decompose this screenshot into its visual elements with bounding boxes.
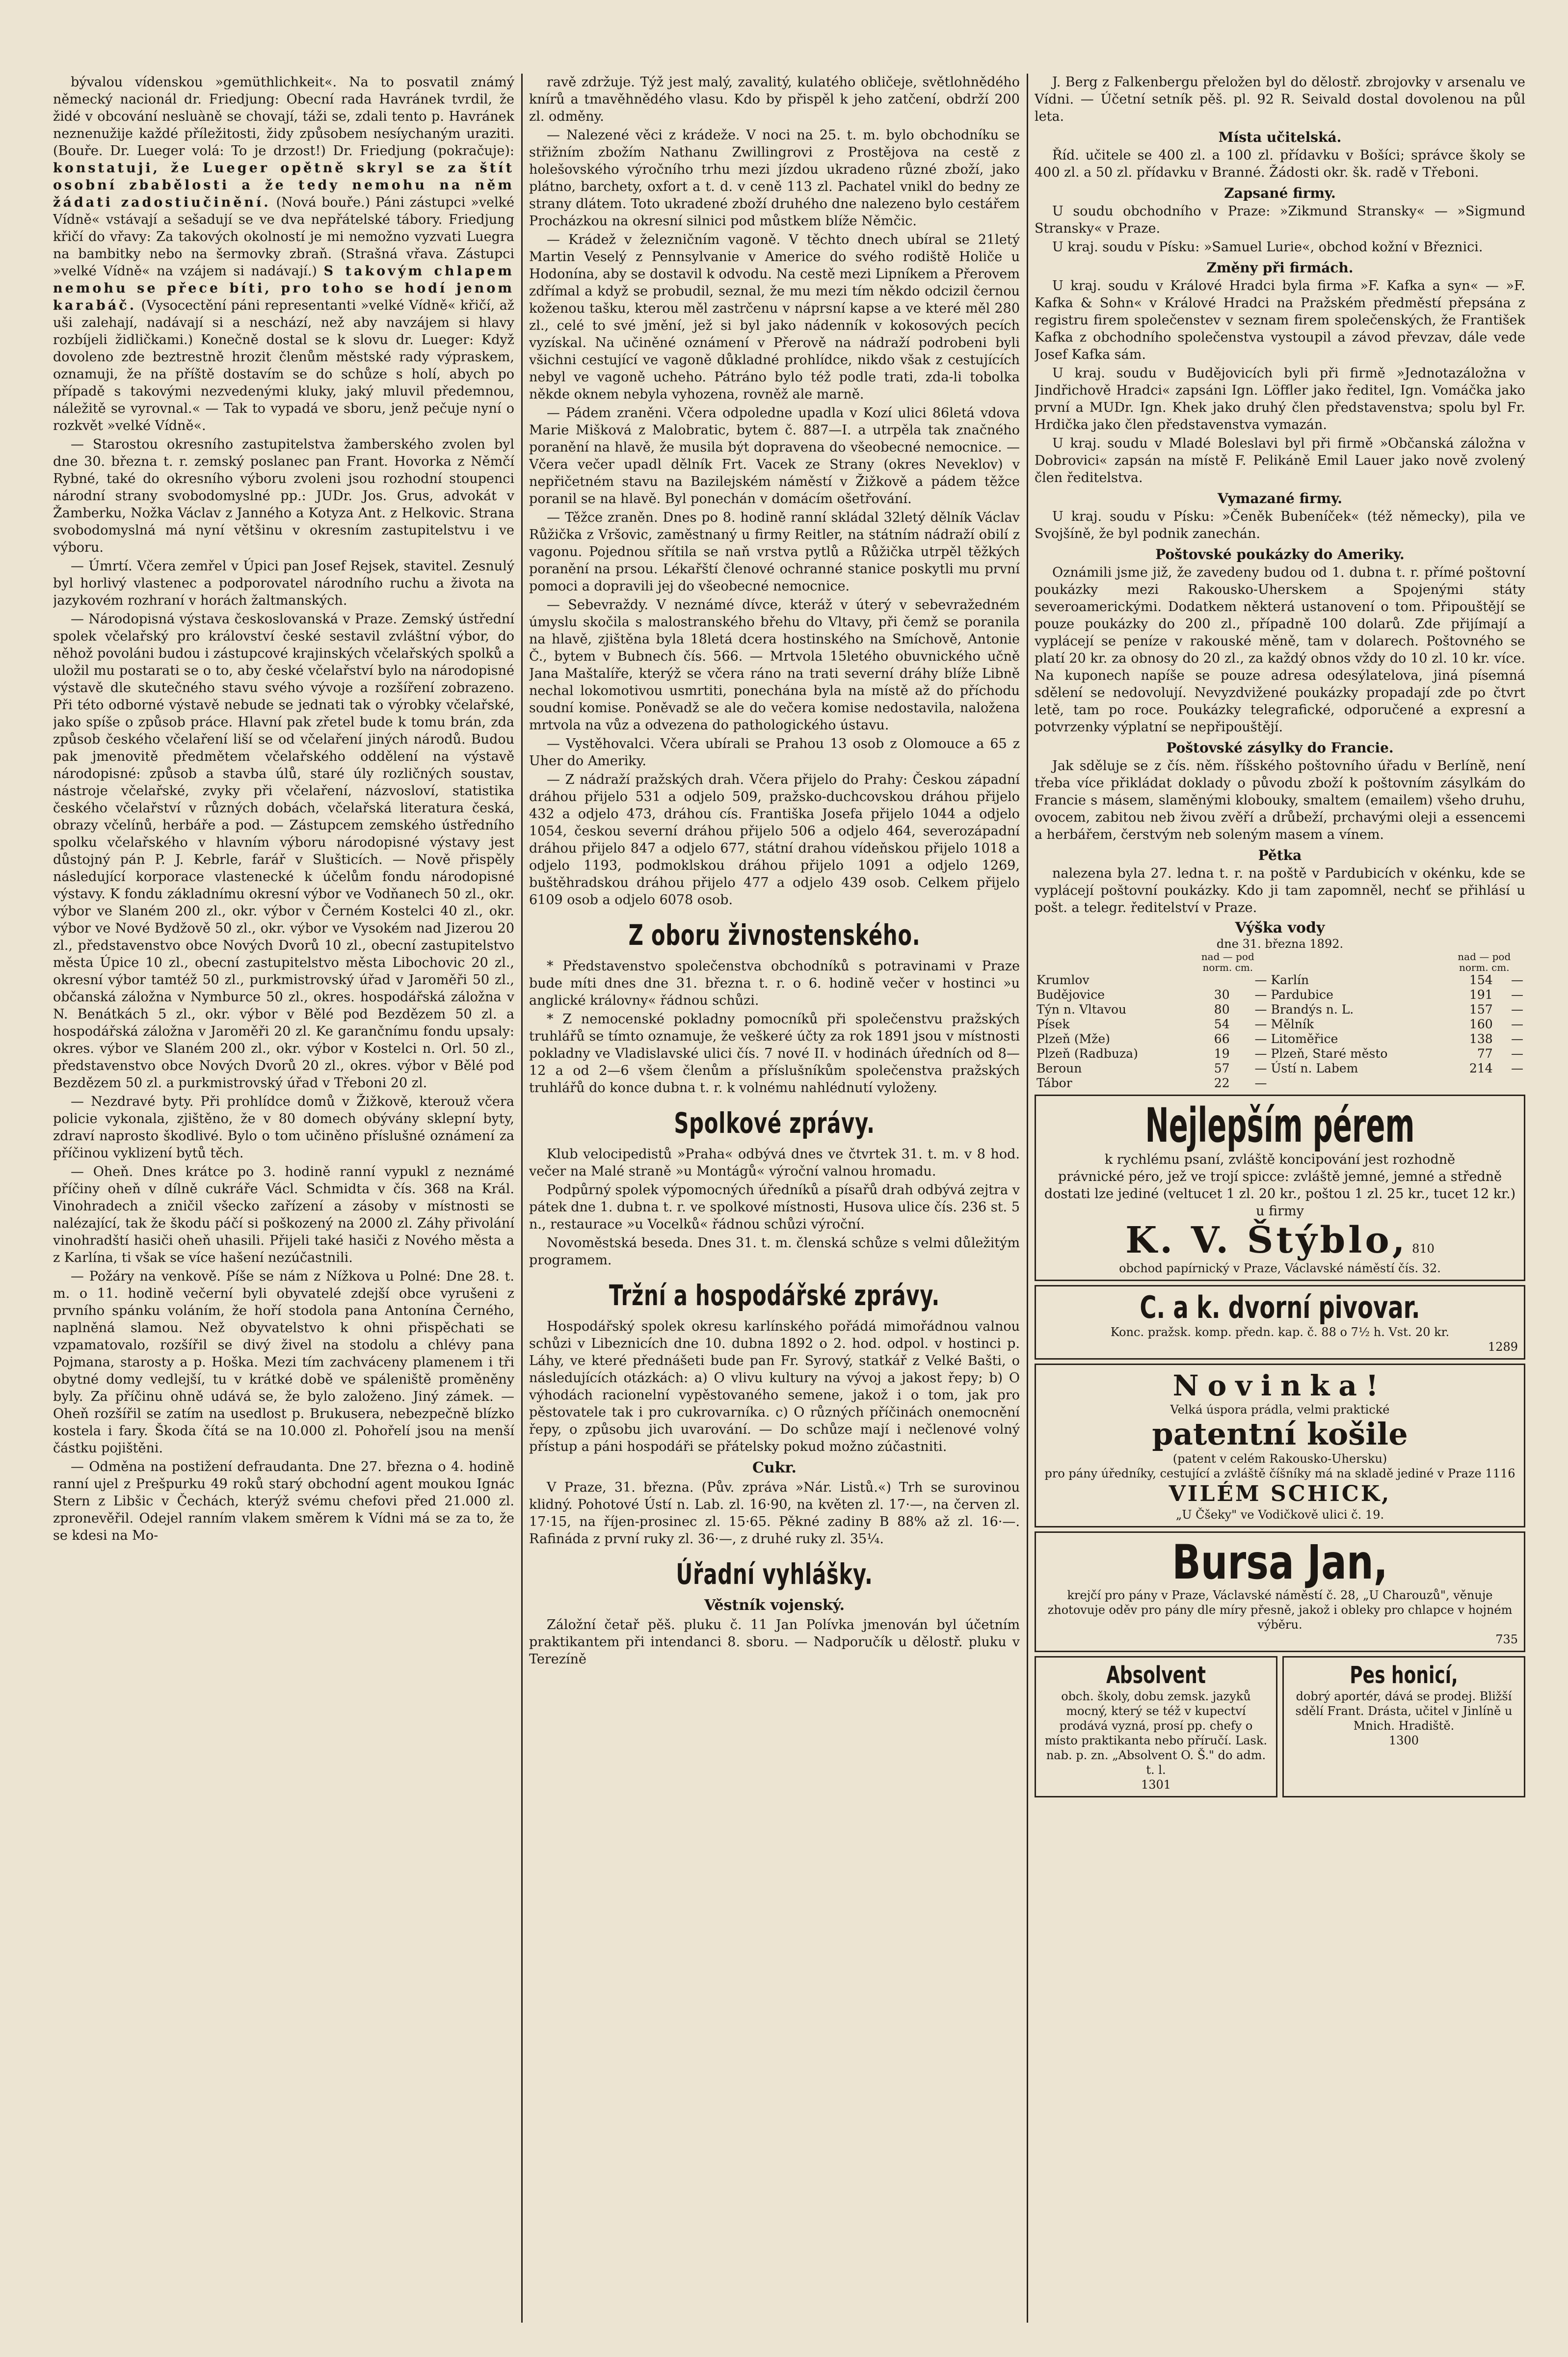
water-nad: 54	[1214, 1017, 1230, 1031]
article-klub-velocipedistu: Klub velocipedistů »Praha« odbývá dnes ve čtvrtek 31. t. m. v 8 hod. večer na Malé straně »u Montágů« výroční valnou hromadu.	[529, 1147, 1020, 1179]
article-vystehovalci: — Vystěhovalci. Včera ubírali se Prahou 13 osob z Olomouce a 65 z Uher do Ameriky.	[529, 736, 1020, 769]
water-pod: —	[1511, 1017, 1523, 1031]
article-kradez: — Krádež v železničním vagoně. V těchto dnech ubíral se 21letý Martin Veselý z Pennsylvanie v Americe do svého rodiště Holiče u Hodonína, aby se dostavil k odvodu. Na cestě mezi Lipníkem a Přerovem zdřímal a když se probudil, seznal, že mu mezi tím někdo odcizil černou koženou tašku, kterou měl zastrčenu v náprsní kapse a ve které měl 280 zl., celé to své jmění, jež si byl jako nádenník v kokosových pecích vyzískal. Na učiněné oznámení v Přerově na nádraží podrobeni byli všichni cestující ve vagoně důkladné prohlídce, nikdo však z cestujících nebyl ve vagoně ucheho. Pátráno bylo též podle trati, zda-li tobolka někde oknem nebyla vyhozena, rovněž ale marně.	[529, 232, 1020, 402]
water-place: Týn n. Vltavou	[1036, 1002, 1127, 1017]
water-place: Krumlov	[1036, 973, 1090, 987]
water-nad: 160	[1469, 1017, 1493, 1031]
article-truhlari: * Z nemocenské pokladny pomocníků při společenstvu pražských truhlářů se tímto oznamuje, že veškeré účty za rok 1891 jsou v místnosti pokladny ve Vladislavské ulici čís. 7 nové II. v hodinách úředních od 8—12 a od 2—6 všem členům a příslušníkům společenstva pražských truhlářů do konce dubna t. r. k volnému nahlédnutí vyloženy.	[529, 1012, 1020, 1096]
water-place: Karlín	[1271, 973, 1309, 987]
article-starosta: — Starostou okresního zastupitelstva žamberského zvolen byl dne 30. března t. r. zemský poslanec pan Frant. Hovorka z Němčí Rybné, také do okresního výboru zvoleni jsou rozhodní stoupenci národní strany svobodomyslné pp.: JUDr. Jos. Grus, advokát v Žamberku, Nožka Václav z Janného a Kotyza Ant. z Helkovic. Strana svobodomyslná má nyní většinu v okresním zastupitelstvu i ve výboru.	[53, 437, 514, 555]
subheading-vymazane: Vymazané firmy.	[1217, 490, 1343, 507]
water-row	[1035, 1032, 1525, 1046]
water-grid	[1035, 951, 1525, 1091]
ad-pivovar-num: 1289	[1488, 1340, 1518, 1354]
ad-absolvent	[1035, 1656, 1277, 1797]
ad-pivovar	[1035, 1285, 1525, 1360]
article-umrti: — Úmrtí. Včera zemřel v Úpici pan Josef Rejsek, stavitel. Zesnulý byl horlivý vlastenec a podporovatel národního ruchu a života na jazykovém rozhraní v horách žaltmanských.	[53, 559, 514, 608]
ad-pero	[1035, 1095, 1525, 1281]
water-place	[1269, 1076, 1443, 1091]
water-level-table	[1035, 919, 1525, 1091]
article-zasylky: Jak sděluje se z čís. něm. říšského poštovního úřadu v Berlíně, není třeba více přikládat doklady o původu zboží k poštovním zásylkám do Francie s másem, slaměnými klobouky, smaltem (emailem) všeho druhu, ovocem, zabitou neb živou zvěří a drůbeží, prchavými oleji a essencemi a herbářem, čerstvým neb soleným masem a vínem.	[1035, 758, 1525, 842]
water-nad: 19	[1214, 1046, 1230, 1061]
section-heading-zivnostensky: Z oboru živnostenského.	[628, 918, 921, 952]
article-sebevrazdy: — Sebevraždy. V neznámé dívce, kteráž v úterý v sebevražedném úmyslu skočila s malostranského břehu do Vltavy, při čemž se poranila na hlavě, zjištěna byla 18letá dcera hostinského na Smíchově, Antonie Č., bytem v Bubnech čís. 566. — Mrtvola 15letého obuvnického učně Jana Maštalíře, kterýž se včera ráno na trati severní dráhy blíže Libně nechal lokomotivou usmrtiti, ponechána byla na místě až do příchodu soudní komise. Poněvadž se ale do večera komise nedostavila, naložena mrtvola na vůz a odvezena do pathologického ústavu.	[529, 597, 1020, 733]
water-pod: —	[1511, 988, 1523, 1002]
ad-pero-num: 810	[1412, 1242, 1435, 1256]
section-heading-uradni: Úřadní vyhlášky.	[676, 1557, 873, 1591]
water-pod: —	[1254, 1002, 1267, 1017]
water-nad: 30	[1214, 988, 1230, 1002]
article-hospodarsky-spolek: Hospodářský spolek okresu karlínského pořádá mimořádnou valnou schůzi v Libeznicích dne 10. dubna 1892 o 2. hod. odpol. v hostinci p. Láhy, ve které přednášeti bude pan Fr. Syrový, statkář z Velké Bašti, o následujících otázkách: a) O vlivu kultury na vývoj a jakost řepy; b) O výhodách racionelní vypěstovaného semene, jakož i o tom, jak pro pěstovatele tak i pro cukrovarníka. c) O různých příčinách onemocnění řepy, o způsobu jich uvarování. — Do schůze mají i nečlenové volný přístup a páni hospodáři se přátelsky pokud možno zúčastniti.	[529, 1319, 1020, 1454]
water-head-left: nad — pod	[1201, 951, 1254, 963]
ad-absolvent-title: Absolvent	[1106, 1661, 1206, 1689]
column-3	[1035, 74, 1525, 2323]
article-mista: Říd. učitele se 400 zl. a 100 zl. přídavku v Bošíci; správce školy se 400 zl. a 50 zl. přídavku v Branné. Žádosti okr. šk. radě v Třeboni.	[1035, 148, 1525, 180]
water-place: Litoměřice	[1271, 1032, 1338, 1046]
ad-novinka-line3: pro pány úředníky, cestující a zvláště číšníky má na skladě jediné v Praze	[1044, 1467, 1482, 1480]
water-pod: —	[1511, 1046, 1523, 1061]
water-nad	[1443, 1076, 1495, 1091]
ad-novinka-num: 1116	[1485, 1467, 1515, 1480]
water-row	[1035, 973, 1525, 988]
water-pod: —	[1254, 1032, 1267, 1046]
article-ohen: — Oheň. Dnes krátce po 3. hodině ranní vypukl z neznámé příčiny oheň v dílně cukráře Václ. Schmidta v čís. 368 na Král. Vinohradech a zničil všecko zařízení a zásoby v místnosti se nalézající, tak že škodu páčí si poškozený na 2000 zl. Záhy přivolání vinohradští hasiči oheň uhasili. Přijeli také hasiči z Nového města a z Karlína, ti však se více hašení nezúčastnili.	[53, 1164, 514, 1265]
water-row	[1035, 1076, 1525, 1091]
water-place: Plzeň (Radbuza)	[1036, 1046, 1138, 1061]
subheading-zapsane-firmy: Zapsané firmy.	[1224, 185, 1336, 201]
ad-pes-num: 1300	[1388, 1734, 1419, 1747]
subheading-zasylky: Poštovské zásylky do Francie.	[1166, 740, 1394, 756]
water-row	[1035, 1046, 1525, 1061]
ad-novinka	[1035, 1364, 1525, 1527]
ad-pes-title: Pes honicí,	[1350, 1661, 1458, 1689]
ad-bursa	[1035, 1531, 1525, 1652]
water-nad: 80	[1214, 1002, 1230, 1017]
article-petka: nalezena byla 27. ledna t. r. na poště v Pardubicích v okénku, kde se vyplácejí poštovní poukázky. Kdo ji tam zapomněl, nechť se přihlásí u pošt. a telegr. ředitelství v Praze.	[1035, 866, 1525, 915]
article-cukr: V Praze, 31. března. (Pův. zpráva »Nár. Listů.«) Trh se surovinou klidný. Pohotové Ústí n. Lab. zl. 16·90, na květen zl. 17·—, na červen zl. 17·15, na říjen-prosinec zl. 15·65. Pěkné zadiny B 88% až zl. 16·—. Rafináda z první ruky zl. 36·—, z druhé ruky zl. 35¼.	[529, 1480, 1020, 1547]
water-pod: —	[1254, 1076, 1267, 1090]
water-pod: —	[1254, 1046, 1267, 1061]
water-nad: 191	[1469, 988, 1493, 1002]
ad-absolvent-body: obch. školy, dobu zemsk. jazyků mocný, který se též v kupectví prodává vyzná, prosí pp. chefy o místo praktikanta nebo příručí. Lask. nab. p. zn. „Absolvent O. Š." do adm. t. l.	[1044, 1689, 1268, 1777]
water-place: Mělník	[1271, 1017, 1314, 1031]
water-pod: —	[1511, 973, 1523, 987]
subheading-vestnik: Věstník vojenský.	[704, 1597, 845, 1614]
water-place: Brandýs n. L.	[1271, 1002, 1354, 1017]
ad-pero-body2: právnické péro, jež ve trojí spicce: zvláště jemné, jemné a středně dostati lze jediné (veltucet 1 zl. 20 kr., poštou 1 zl. 25 kr., tucet 12 kr.) u firmy	[1044, 1169, 1516, 1219]
water-pod: —	[1254, 1017, 1267, 1031]
article-padem-zraneni: — Pádem zraněni. Včera odpoledne upadla v Kozí ulici 86letá vdova Marie Mišková z Malobratic, bytem č. 887—I. a utrpěla tak značného poranění na hlavě, že musila být dopravena do všeobecné nemocnice. — Včera večer upadl dělník Frt. Vacek ze Strany (okres Neveklov) v nepřičetném stavu na Bazilejském náměstí v Žižkově a pádem těžce poranil se na hlavě. Byl ponechán v domácím ošetřování.	[529, 405, 1020, 507]
ad-novinka-line2: (patent v celém Rakousko-Uhersku)	[1172, 1452, 1387, 1466]
ad-bursa-num: 735	[1495, 1633, 1518, 1646]
water-pod: —	[1511, 1002, 1523, 1017]
water-nad: 154	[1469, 973, 1493, 987]
water-nad: 22	[1214, 1076, 1230, 1090]
water-pod: —	[1254, 988, 1267, 1002]
water-subtitle: dne 31. března 1892.	[1216, 937, 1344, 951]
article-berg: J. Berg z Falkenbergu přeložen byl do dělostř. zbrojovky v arsenalu ve Vídni. — Účetní setník pěš. pl. 92 R. Seivald dostal dovolenou na půl leta.	[1035, 75, 1525, 124]
column-2	[529, 74, 1020, 2323]
article-vymazane: U kraj. soudu v Písku: »Čeněk Bubeníček« (též německy), pila ve Svojšíně, že byl podnik zanechán.	[1035, 509, 1525, 541]
ad-novinka-title: Novinka!	[1172, 1369, 1387, 1402]
article-pozary: — Požáry na venkově. Píše se nám z Nížkova u Polné: Dne 28. t. m. o 11. hodině večerní byli obyvatelé zdejší obce vyrušeni z prvního spánku voláním, že hoří stodola pana Antonína Černého, naplněná slamou. Než obyvatelstvo k ohni přispěchati se vzpamatovalo, rozšířil se divý živel na stodolu a chlévy pana Pojmana, starosty a p. Hoška. Mezi tím zachváceny plamenem i tři obytné domy vedlejší, tu v krátké době ve spáleniště proměněny byly. Za příčinu ohně udává se, že bylo založeno. Jiný zámek. — Oheň rozšířil se zatím na usedlost p. Brukusera, nebezpečně blízko kostela i fary. Škoda čítá se na 10.000 zl. Pohořelí jsou na menší částku pojištěni.	[53, 1269, 514, 1456]
water-nad: 66	[1214, 1032, 1230, 1046]
water-pod: —	[1254, 1061, 1267, 1075]
ad-pivovar-title: C. a k. dvorní pivovar.	[1140, 1289, 1420, 1325]
ad-novinka-firm: VILÉM SCHICK,	[1169, 1481, 1391, 1506]
article-tezce-zranen: — Těžce zraněn. Dnes po 8. hodině ranní skládal 32letý dělník Václav Růžička z Vršovic, zaměstnaný u firmy Reitler, na státním nádraží obilí z vagonu. Pojednou sřítila se naň vrstva pytlů a Růžička utrpěl těžkých poranění na prsou. Lékařští členové ochranné stanice poskytli mu první pomoci a dopravili jej do všeobecné nemocnice.	[529, 510, 1020, 594]
article-poukazky: Oznámili jsme již, že zavedeny budou od 1. dubna t. r. přímé poštovní poukázky mezi Rakousko-Uherskem a Spojenými státy severoamerickými. Dodatkem některá ustanovení o tom. Připouštějí se pouze poukázky do 200 zl., případně 100 dolarů. Zde přijímají a vyplácejí se peníze v rakouské měně, tam v dolarech. Poštovného se platí 20 kr. za obnosy do 20 zl., za každý obnos vždy do 10 zl. 10 kr. více. Na kuponech napíše se pouze adresa odesýlatelova, jiná písemná sdělení se nedovolují. Nevyzdvižené poukázky propadají zde po čtvrt letě, tam po roce. Poukázky telegrafické, odporučené a expresní a potvrzenky výplatní se nepřipouštějí.	[1035, 565, 1525, 735]
article-narodopisna-vystava: — Národopisná výstava českoslovanská v Praze. Zemský ústřední spolek včelařský pro království české sestavil zvláštní výbor, do něhož povoláni budou i zástupcové krajinských včelařských spolků a uložil mu postarati se o to, aby české včelařství bylo na národopisné výstavě dle skutečného stavu svého vývoje a rozšíření zobrazeno. Při této odborné výstavě nebude se jednati tak o výrobky včelařské, jako spíše o způsob práce. Hlavní pak zřetel bude k tomu brán, zda způsob českého včelaření liší se od včelaření jiných národů. Budou pak jmenovitě předmětem včelařského oddělení na výstavě národopisné: způsob a stavba úlů, staré úly rozličných soustav, nástroje včelařské, zvyky při včelaření, názvosloví, statistika českého včelařství v různých dobách, včelařská literatura česká, obrazy včelínů, herbáře a pod. — Zástupcem zemského ústředního spolku včelařského v hlavním výboru národopisné výstavy jest důstojný pán P. J. Kebrle, farář v Slušticích. — Nově přispěly následující korporace vlastenecké k účelům fondu národopisné výstavy. K fondu základnímu okresní výbor ve Vodňanech 50 zl., okr. výbor ve Slaném 200 zl., okr. výbor v Černém Kostelci 40 zl., okr. výbor ve Nové Bydžově 50 zl., okr. výbor ve Vysokém nad Jizerou 20 zl., představenstvo obce Nových Dvorů 10 zl., obecní zastupitelstvo města Úpice 10 zl., obecní zastupitelstvo města Libochovic 20 zl., okresní výbor tamtéž 50 zl., purkmistrovský úřad v Jaroměři 50 zl., občanská záložna v Nymburce 50 zl., okres. hospodářská záložna v N. Benátkách 5 zl., okr. výbor v Bělé pod Bezdězem 50 zl. a hospodářská záložna v Jaroměři 20 zl. Ke garančnímu fondu upsaly: okres. výbor ve Slaném 200 zl., okr. výbor v Kostelci n. Orl. 50 zl., představenstvo obce Nových Dvorů 20 zl., okres. výbor v Bělé pod Bezdězem 50 zl. a purkmistrovský úřad v Třeboni 20 zl.	[53, 612, 514, 1091]
ad-novinka-addr: „U Čšeky" ve Vodičkově ulici č. 19.	[1175, 1508, 1384, 1522]
article-nadrazi: — Z nádraží pražských drah. Včera přijelo do Prahy: Českou západní dráhou přijelo 531 a odjelo 509, pražsko-duchcovskou dráhou přijelo 432 a odjelo 473, dráhou cís. Františka Josefa přijelo 1044 a odjelo 1054, českou severní dráhou přijelo 506 a odjelo 464, severozápadní dráhou přijelo 847 a odjelo 677, státní drahou vídeňskou přijelo 1018 a odjelo 1193, podmoklskou dráhou přijelo 1091 a odjelo 1269, buštěhradskou dráhou přijelo 477 a odjelo 439 osob. Celkem přijelo 6109 osob a odjelo 6078 osob.	[529, 772, 1020, 908]
water-place: Beroun	[1036, 1061, 1082, 1075]
article-zmeny-1: U kraj. soudu v Králové Hradci byla firma »F. Kafka a syn« — »F. Kafka & Sohn« v Králové Hradci na Pražském předměstí přepsána z registru firem společenstev v seznam firem společenských, že František Kafka z obchodního společenstva vystoupil a závod převzav, dále vede Josef Kafka sám.	[1035, 278, 1525, 362]
article-nezdrave-byty: — Nezdravé byty. Při prohlídce domů v Žižkově, kterouž včera policie vykonala, zjištěno, že v 80 domech obývány sklepní byty, zdraví naprosto škodlivé. Bylo o tom učiněno příslušné oznámení za příčinou vyklizení bytů těch.	[53, 1094, 514, 1161]
water-place: Písek	[1036, 1017, 1070, 1031]
subheading-petka: Pětka	[1258, 847, 1302, 863]
subheading-mista: Místa učitelská.	[1218, 129, 1342, 145]
ad-pivovar-body: Konc. pražsk. komp. předn. kap. č. 88 o 7½ h. Vst. 20 kr.	[1110, 1325, 1450, 1339]
article-vestnik: Záložní četař pěš. pluku č. 11 Jan Polívka jmenován byl účetním praktikantem při intendanci 8. sboru. — Nadporučík u dělostř. pluku v Terezíně	[529, 1617, 1020, 1667]
subheading-zmeny: Změny při firmách.	[1206, 260, 1354, 276]
water-pod: —	[1511, 1061, 1523, 1075]
water-nad: 157	[1469, 1002, 1493, 1017]
ad-bursa-title: Bursa Jan,	[1172, 1535, 1388, 1590]
ad-novinka-title2: patentní košile	[1152, 1416, 1408, 1452]
article-odmena: — Odměna na postižení defraudanta. Dne 27. března o 4. hodině ranní ujel z Prešpurku 49 roků starý obchodní agent moukou Ignác Stern z Libšic v Čechách, kterýž svému chefovi před 21.000 zl. zpronevěřil. Odejel ranním vlakem směrem k Vídni má se za to, že se kdesi na Mo-	[53, 1459, 514, 1543]
water-place: Ústí n. Labem	[1271, 1061, 1358, 1075]
water-nad	[1187, 973, 1232, 988]
article-zapsane-1: U soudu obchodního v Praze: »Zikmund Stransky« — »Sigmund Stransky« v Praze.	[1035, 204, 1525, 236]
water-place: Tábor	[1036, 1076, 1072, 1090]
article-nalezene-veci: — Nalezené věci z krádeže. V noci na 25. t. m. bylo obchodníku se střižním zbožím Nathanu Zwillingrovi z Prostějova na cestě z holešovského výročního trhu mezi jízdou ukradeno různé zboží, jako plátno, barchety, oxfort a t. d. v ceně 113 zl. Pachatel vnikl do bedny ze strany dlátem. Toto ukradené zboží druhého dne nalezeno bylo cestářem Procházkou na okresní silnici pod můstkem blíže Němčic.	[529, 128, 1020, 229]
ad-pero-addr: obchod papírnický v Praze, Václavské náměstí čís. 32.	[1119, 1261, 1441, 1275]
column-rule-2	[1027, 74, 1028, 2323]
water-pod: —	[1511, 1032, 1523, 1046]
column-1	[53, 74, 514, 2323]
article-zapsane-2: U kraj. soudu v Písku: »Samuel Lurie«, obchod kožní v Březnici.	[1052, 240, 1483, 255]
water-place: Plzeň, Staré město	[1271, 1046, 1388, 1061]
water-nad: 57	[1214, 1061, 1230, 1075]
article-zmeny-2: U kraj. soudu v Budějovicích byli při firmě »Jednotazáložna v Jindřichově Hradci« zapsáni Ign. Löffler jako ředitel, Ign. Vomáčka jako první a MUDr. Ign. Khek jako druhý člen představenstva; spolu byl Fr. Hrdička jako člen představenstva vymazán.	[1035, 366, 1525, 432]
article-podpurny-spolek: Podpůrný spolek výpomocných úředníků a písařů drah odbývá zejtra v pátek dne 1. dubna t. r. ve spolkové místnosti, Husova ulice čís. 236 st. 5 n., restaurace »u Vocelků« řádnou schůzi výroční.	[529, 1182, 1020, 1232]
ad-novinka-line1: Velká úspora prádla, velmi praktické	[1170, 1403, 1390, 1417]
water-pod: —	[1254, 973, 1267, 987]
article-cont: ravě zdržuje. Týž jest malý, zavalitý, kulatého obličeje, světlohnědého knírů a tmavěhnědého vlasu. Kdo by přispěl k jeho zatčení, obdrží 200 zl. odměny.	[529, 75, 1020, 124]
water-nad: 214	[1469, 1061, 1493, 1075]
water-row	[1035, 1061, 1525, 1076]
water-row	[1035, 988, 1525, 1002]
article-zmeny-3: U kraj. soudu v Mladé Boleslavi byl při firmě »Občanská záložna v Dobrovici« zapsán na místě F. Pelikáně Emil Lauer jako nově zvolený člen ředitelstva.	[1035, 436, 1525, 485]
water-nad: 138	[1469, 1032, 1493, 1046]
water-row	[1035, 1017, 1525, 1032]
ad-pero-title: Nejlepším pérem	[1145, 1098, 1415, 1153]
article-novomestska-beseda: Novoměstská beseda. Dnes 31. t. m. členská schůze s velmi důležitým programem.	[529, 1235, 1020, 1268]
water-place: Pardubice	[1271, 988, 1333, 1002]
ad-absolvent-num: 1301	[1141, 1778, 1171, 1792]
water-row	[1035, 1002, 1525, 1017]
ad-pes	[1282, 1656, 1525, 1797]
water-nad: 77	[1477, 1046, 1493, 1061]
ad-pair	[1035, 1656, 1525, 1797]
water-unit-left: norm. cm.	[1202, 962, 1253, 973]
water-unit-right: norm. cm.	[1459, 962, 1510, 973]
water-place: Budějovice	[1036, 988, 1105, 1002]
water-head-right: nad — pod	[1458, 951, 1511, 963]
section-heading-spolkove: Spolkové zprávy.	[674, 1106, 875, 1140]
column-rule-1	[521, 74, 523, 2323]
ad-bursa-body: krejčí pro pány v Praze, Václavské náměstí č. 28, „U Charouzů", věnuje zhotovuje oděv pro pány dle míry přesně, jakož i obleky pro chlapce v hojném výběru.	[1047, 1588, 1513, 1632]
subheading-cukr: Cukr.	[752, 1459, 797, 1476]
section-heading-trzni: Tržní a hospodářské zprávy.	[609, 1279, 940, 1312]
ad-pero-body1: k rychlému psaní, zvláště koncipování jest rozhodně	[1104, 1152, 1456, 1167]
article-vienna-council: bývalou vídenskou »gemüthlichkeit«. Na to posvatil známý německý nacionál dr. Friedjung: Obecní rada Havránek tvrdil, že židé v obcování nesluàně se chovají, táži se, zdali tento p. Havránek neznenužije každé příležitosti, židy způsobem nesíychaným uraziti. (Bouře. Dr. Lueger volá: To je drzost!) Dr. Friedjung (pokračuje): konstatuji, že Lueger opětně skryl se za štít osobní zbabělosti a že tedy nemohu na něm žádati zadostiučinění. (Nová bouře.) Páni zástupci »velké Vídně« vstávají a sešadují se ve dva nepřátelské tábory. Friedjung křičí do vřavy: Za takových okolností je mi nemožno vyzvati Luegra na bambitky nebo na šermovky zbraň. (Strašná vřava. Zástupci »velké Vídně« na vzájem si nadávají.) S takovým chlapem nemohu se přece bíti, pro toho se hodí jenom karabáč. (Vysocectění páni representanti »velké Vídně« křičí, až uši zalehají, nadávají si a neschází, než aby navzájem si hlavy rozbíjeli židličkami.) Konečně dostal se k slovu dr. Lueger: Když dovoleno zde beztrestně hrozit členům městské rady výpraskem, oznamuji, že na příště dostavím se do schůze s holí, abych po případě s takovými nezvedenými kluky, jaký mluvil předemnou, náležitě se vyrovnal.« — Tak to vypadá ve sboru, jenž pečuje nyní o rozkvět »velké Vídně«.	[53, 75, 514, 433]
water-pod	[1495, 1076, 1525, 1091]
ad-pero-firm: K. V. Štýblo,	[1125, 1219, 1408, 1261]
ad-pes-body: dobrý aportér, dává se prodej. Bližší sdělí Frant. Drásta, učitel v Jinlíně u Mnich. Hradiště.	[1295, 1689, 1513, 1733]
subheading-poukazky: Poštovské poukázky do Ameriky.	[1155, 546, 1405, 562]
water-title: Výška vody	[1235, 919, 1325, 937]
water-place: Plzeň (Mže)	[1036, 1032, 1110, 1046]
article-potraviny: * Představenstvo společenstva obchodníků s potravinami v Praze bude míti dnes dne 31. března t. r. o 6. hodině večer v hostinci »u anglické královny« řádnou schůzi.	[529, 959, 1020, 1008]
